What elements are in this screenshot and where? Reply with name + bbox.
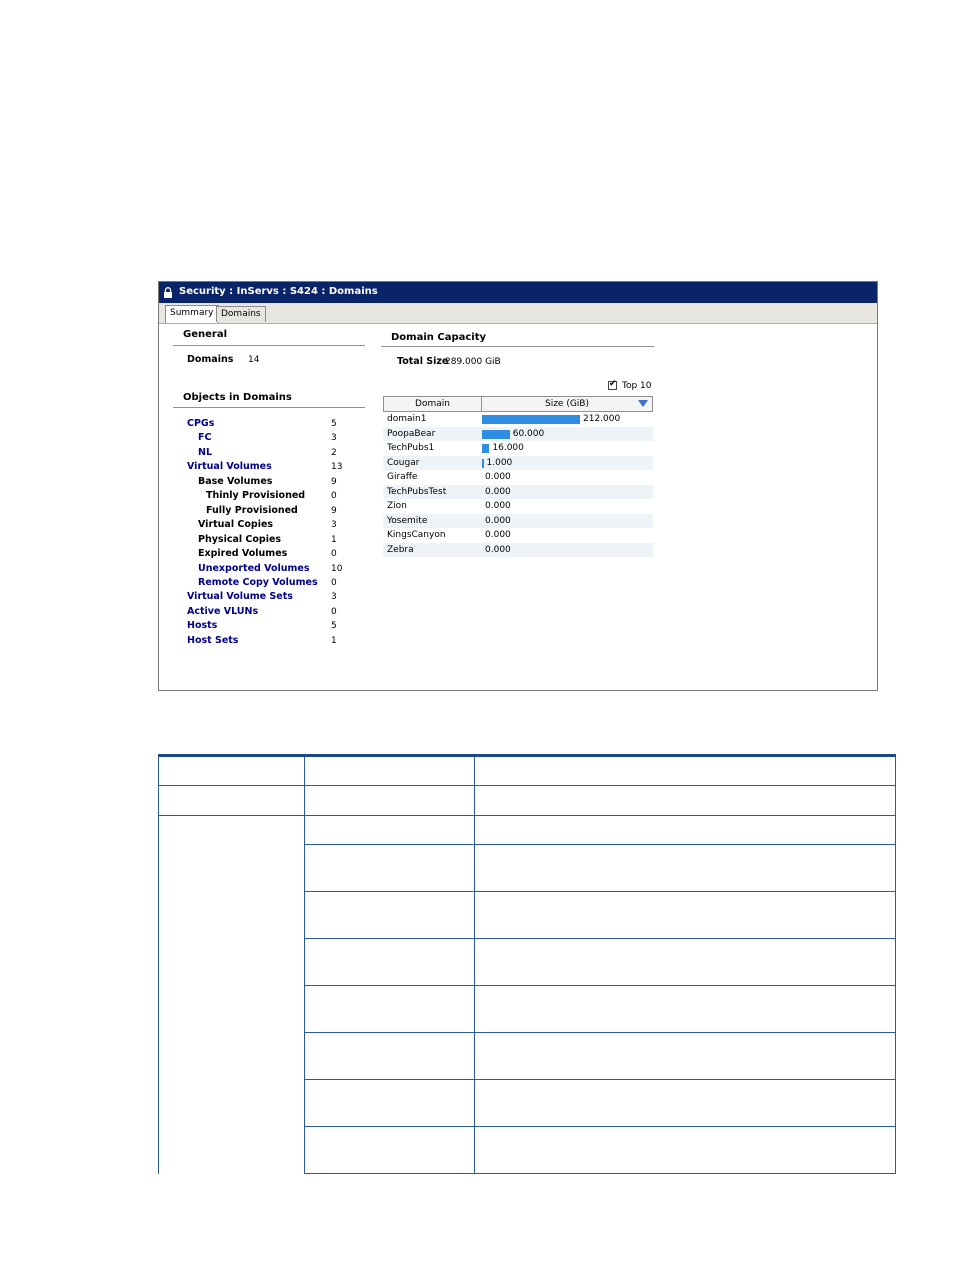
object-label-unexported-volumes[interactable]: Unexported Volumes xyxy=(198,562,310,574)
domains-count-value: 14 xyxy=(248,355,260,365)
domain-name: Giraffe xyxy=(387,472,418,482)
table-column-rule xyxy=(304,757,305,1174)
column-header-domain[interactable]: Domain xyxy=(384,397,482,411)
object-count-virtual-copies: 3 xyxy=(331,520,337,531)
domain-size: 212.000 xyxy=(583,414,621,424)
table-row-rule xyxy=(304,938,896,939)
domain-size: 60.000 xyxy=(512,428,545,439)
top10-checkbox[interactable] xyxy=(608,381,617,390)
object-count-fc: 3 xyxy=(331,433,337,444)
domain-capacity-table xyxy=(383,396,653,557)
object-label-fully-provisioned: Fully Provisioned xyxy=(206,504,298,516)
column-header-size[interactable] xyxy=(482,397,652,411)
object-label-expired-volumes: Expired Volumes xyxy=(198,548,288,560)
capacity-bar xyxy=(482,459,484,468)
capacity-divider xyxy=(381,346,654,347)
table-row-rule xyxy=(304,1079,896,1080)
general-divider xyxy=(173,345,365,346)
table-row-rule xyxy=(158,815,896,816)
object-label-active-vluns[interactable]: Active VLUNs xyxy=(187,605,259,617)
domain-name: TechPubs1 xyxy=(387,443,435,453)
object-count-expired-volumes: 0 xyxy=(331,549,337,560)
table-left-rule xyxy=(158,757,159,1174)
object-label-thinly-provisioned: Thinly Provisioned xyxy=(206,490,306,502)
capacity-bar xyxy=(482,444,489,453)
object-label-virtual-volume-sets[interactable]: Virtual Volume Sets xyxy=(187,591,293,603)
object-label-virtual-volumes[interactable]: Virtual Volumes xyxy=(187,461,272,473)
tab-domains[interactable]: Domains xyxy=(216,306,266,322)
capacity-heading: Domain Capacity xyxy=(391,332,487,343)
table-row-rule xyxy=(304,844,896,845)
object-count-virtual-volume-sets: 3 xyxy=(331,592,337,603)
object-label-fc[interactable]: FC xyxy=(198,432,212,444)
domains-window xyxy=(158,281,878,691)
document-table xyxy=(158,754,896,1174)
object-count-unexported-volumes: 10 xyxy=(331,563,343,574)
object-count-host-sets: 1 xyxy=(331,635,337,646)
domain-size: 0.000 xyxy=(485,486,511,497)
object-label-remote-copy-volumes[interactable]: Remote Copy Volumes xyxy=(198,576,318,588)
domain-name: Yosemite xyxy=(387,515,428,526)
object-count-physical-copies: 1 xyxy=(331,534,337,545)
lock-icon xyxy=(163,287,173,298)
object-count-cpgs: 5 xyxy=(331,419,337,429)
object-count-base-volumes: 9 xyxy=(331,476,337,487)
object-label-base-volumes: Base Volumes xyxy=(198,475,273,487)
domain-size: 0.000 xyxy=(485,472,511,482)
total-size-value: 289.000 GiB xyxy=(445,357,501,367)
object-label-hosts[interactable]: Hosts xyxy=(187,620,218,632)
table-right-rule xyxy=(895,757,896,1174)
tab-strip xyxy=(159,303,877,324)
capacity-row[interactable] xyxy=(383,470,653,485)
table-column-rule xyxy=(474,757,475,1174)
table-bottom-rule xyxy=(304,1173,896,1174)
capacity-row[interactable] xyxy=(383,427,653,442)
object-label-virtual-copies: Virtual Copies xyxy=(198,519,274,531)
capacity-row[interactable] xyxy=(383,543,653,558)
column-header-size-label: Size (GiB) xyxy=(544,399,589,409)
object-count-active-vluns: 0 xyxy=(331,606,337,617)
object-count-nl: 2 xyxy=(331,447,337,458)
table-row-rule xyxy=(304,891,896,892)
domain-name: Zion xyxy=(387,501,407,511)
object-label-host-sets[interactable]: Host Sets xyxy=(187,634,239,646)
table-row-rule xyxy=(304,1032,896,1033)
capacity-table-header xyxy=(383,396,653,412)
capacity-row[interactable] xyxy=(383,441,653,456)
domains-count-label: Domains xyxy=(187,354,234,365)
domain-name: domain1 xyxy=(387,414,427,424)
window-title: Security : InServs : S424 : Domains xyxy=(179,286,378,297)
object-label-nl[interactable]: NL xyxy=(198,446,213,458)
table-top-rule xyxy=(158,754,896,757)
top10-label: Top 10 xyxy=(622,381,652,391)
capacity-row[interactable] xyxy=(383,514,653,529)
domain-size: 0.000 xyxy=(485,530,511,540)
domain-name: Zebra xyxy=(387,544,414,555)
table-header-rule xyxy=(158,785,896,786)
total-size-label: Total Size xyxy=(397,356,449,367)
general-heading: General xyxy=(183,329,227,340)
object-count-fully-provisioned: 9 xyxy=(331,505,337,516)
table-row-rule xyxy=(304,985,896,986)
capacity-row[interactable] xyxy=(383,499,653,514)
object-count-virtual-volumes: 13 xyxy=(331,462,343,473)
object-count-remote-copy-volumes: 0 xyxy=(331,577,337,588)
domain-size: 0.000 xyxy=(485,544,511,555)
domain-name: Cougar xyxy=(387,457,420,468)
capacity-row[interactable] xyxy=(383,456,653,471)
domain-name: PoopaBear xyxy=(387,428,436,439)
domain-name: TechPubsTest xyxy=(387,486,447,497)
capacity-bar xyxy=(482,430,510,439)
object-label-physical-copies: Physical Copies xyxy=(198,533,282,545)
summary-panel xyxy=(159,324,877,690)
capacity-row[interactable] xyxy=(383,528,653,543)
object-label-cpgs[interactable]: CPGs xyxy=(187,418,215,429)
domain-size: 16.000 xyxy=(492,443,524,453)
capacity-row[interactable] xyxy=(383,485,653,500)
domain-size: 0.000 xyxy=(485,501,511,511)
table-row-rule xyxy=(304,1126,896,1127)
object-count-thinly-provisioned: 0 xyxy=(331,491,337,502)
domain-size: 1.000 xyxy=(486,457,513,468)
objects-heading: Objects in Domains xyxy=(183,392,292,403)
object-count-hosts: 5 xyxy=(331,621,337,632)
tab-summary[interactable]: Summary xyxy=(165,305,219,323)
domain-size: 0.000 xyxy=(485,515,511,526)
capacity-bar xyxy=(482,415,580,424)
objects-divider xyxy=(173,407,365,408)
domain-name: KingsCanyon xyxy=(387,530,446,540)
capacity-row[interactable] xyxy=(383,412,653,427)
title-bar xyxy=(159,282,877,304)
sort-descending-icon xyxy=(638,400,648,407)
capacity-table-body xyxy=(383,412,653,557)
